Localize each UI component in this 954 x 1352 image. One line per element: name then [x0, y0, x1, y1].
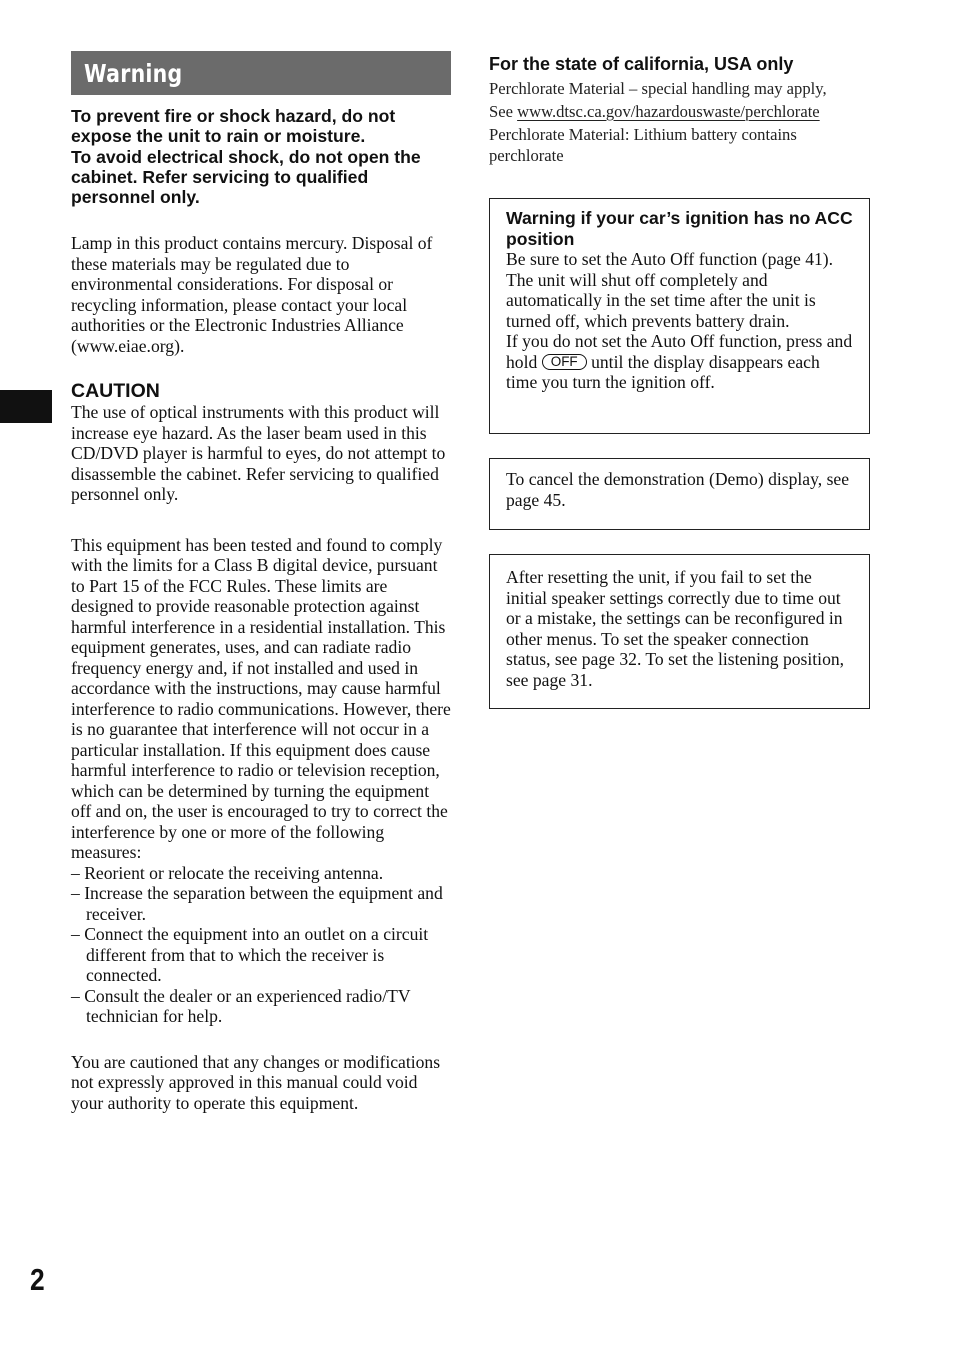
right-column — [489, 51, 870, 166]
reset-text: After resetting the unit, if you fail to set the initial speaker settings correctly due to time out or a mistake, the settings can be reconfigured in other menus. To set the speaker connection status, see page 32. To set the listening position, see page 31. — [506, 567, 845, 690]
acc-warning-box — [489, 198, 870, 434]
fcc-measures-list — [71, 863, 451, 1027]
hazard-warning — [71, 106, 451, 207]
demo-box — [489, 458, 870, 530]
fcc-statement: This equipment has been tested and found to comply with the limits for a Class B digital device, pursuant to Part 15 of the FCC Rules. These limits are designed to provide reasonable protection against harmful interference in a residential installation. This equipment generates, uses, and can radiate radio frequency energy and, if not installed and used in accordance with the instructions, may cause harmful interference to radio communications. However, there is no guarantee that interference will not occur in a particular installation. If this equipment does cause harmful interference to radio or television reception, which can be determined by turning the equipment off and on, the user is encouraged to try to correct the interference by one or more of the following measures: — [71, 534, 451, 863]
caution-heading: CAUTION — [71, 380, 160, 403]
acc-press-after: until the display disappears each time you turn the ignition off. — [506, 351, 820, 392]
perchlorate-see-line — [489, 101, 870, 124]
mercury-notice: Lamp in this product contains mercury. Disposal of these materials may be regulated due to environmental considerations. For disposal or recycling information, please contact your local authorities or the Electronic Industries Alliance (www.eiae.org). — [71, 233, 433, 356]
acc-heading: Warning if your car’s ignition has no ACC position — [506, 208, 853, 249]
acc-press-before: If you do not set the Auto Off function, press and hold — [506, 331, 853, 372]
modification-notice: You are cautioned that any changes or modifications not expressly approved in this manual could void your authority to operate this equipment. — [71, 1051, 441, 1113]
off-key-icon: OFF — [542, 354, 587, 370]
perchlorate-see: See — [489, 101, 518, 121]
hazard-line: cabinet. Refer servicing to qualified — [71, 166, 369, 187]
list-item: – Reorient or relocate the receiving antenna. — [71, 862, 384, 883]
warning-title: Warning — [84, 58, 183, 88]
hazard-line: personnel only. — [71, 187, 200, 208]
demo-text: To cancel the demonstration (Demo) display, see page 45. — [506, 469, 850, 510]
perchlorate-battery: Perchlorate Material: Lithium battery contains perchlorate — [489, 125, 797, 165]
list-item: – Consult the dealer or an experienced radio/TV technician for help. — [71, 985, 411, 1027]
acc-press-hold — [506, 331, 854, 393]
page-number: 2 — [30, 1262, 45, 1297]
reset-box — [489, 554, 870, 709]
california-heading: For the state of california, USA only — [489, 54, 794, 74]
acc-auto-off: Be sure to set the Auto Off function (page 41). — [506, 249, 834, 269]
hazard-line: expose the unit to rain or moisture. — [71, 126, 366, 147]
perchlorate-line: Perchlorate Material – special handling may apply, — [489, 79, 827, 98]
hazard-line: To prevent fire or shock hazard, do not — [71, 106, 396, 126]
warning-title-bar — [71, 51, 451, 95]
caution-text: The use of optical instruments with this product will increase eye hazard. As the laser beam used in this CD/DVD player is harmful to eyes, do not attempt to disassemble the cabinet. Refer servicing to qualified personnel only. — [71, 402, 446, 505]
perchlorate-link[interactable]: www.dtsc.ca.gov/hazardouswaste/perchlorate — [517, 101, 820, 121]
section-tab-marker — [0, 390, 52, 423]
left-column — [71, 51, 451, 1113]
list-item: – Connect the equipment into an outlet on a circuit different from that to which the receiver is connected. — [71, 924, 429, 986]
hazard-line: To avoid electrical shock, do not open the — [71, 146, 421, 167]
list-item: – Increase the separation between the equipment and receiver. — [71, 883, 443, 924]
acc-shutoff-info: The unit will shut off completely and automatically in the set time after the unit is turned off, which prevents battery drain. — [506, 269, 816, 331]
